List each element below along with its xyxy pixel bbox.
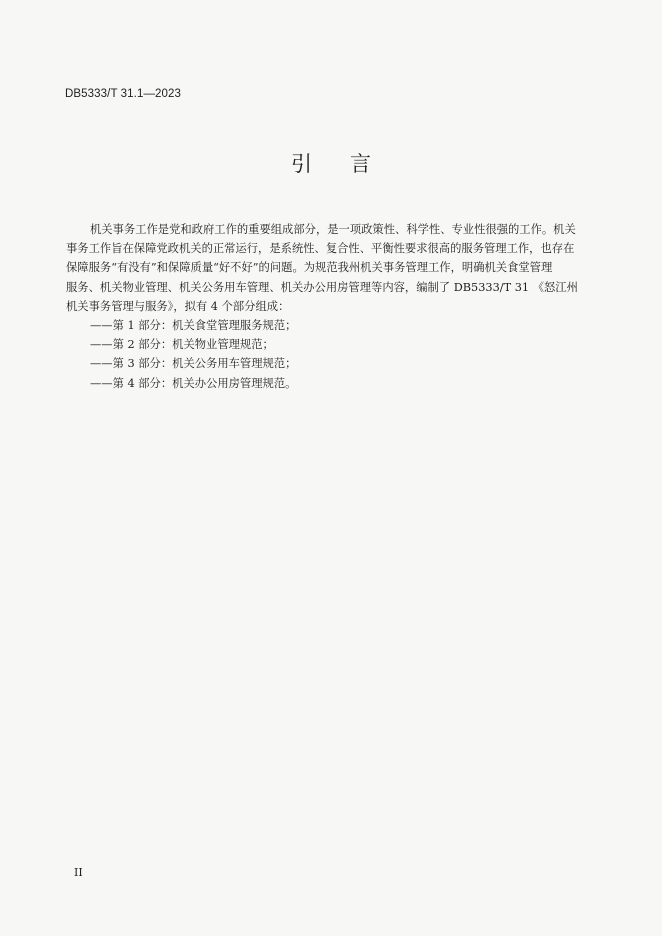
title-char-1: 引 — [291, 152, 312, 176]
document-code: DB5333/T 31.1—2023 — [65, 88, 182, 100]
intro-line: 保障服务“有没有”和保障质量“好不好”的问题。为规范我州机关事务管理工作，明确机关食堂管理 — [66, 261, 553, 275]
intro-line: 事务工作旨在保障党政机关的正常运行，是系统性、复合性、平衡性要求很高的服务管理工作，也存在 — [66, 242, 575, 256]
title-char-2: 言 — [350, 152, 371, 176]
list-item-part-2: ——第 2 部分：机关物业管理规范； — [90, 338, 274, 352]
list-item-part-1: ——第 1 部分：机关食堂管理服务规范； — [90, 319, 297, 333]
intro-paragraph — [66, 220, 600, 316]
intro-line: 服务、机关物业管理、机关公务用车管理、机关办公用房管理等内容，编制了 DB5333/T 31 《怒江州 — [66, 280, 578, 294]
page-number: II — [74, 866, 83, 879]
section-title — [0, 148, 662, 178]
introduction-body — [66, 220, 600, 393]
list-item-part-4: ——第 4 部分：机关办公用房管理规范。 — [90, 376, 297, 390]
parts-list — [90, 316, 600, 393]
list-item-part-3: ——第 3 部分：机关公务用车管理规范； — [90, 357, 297, 371]
intro-line: 机关事务工作是党和政府工作的重要组成部分，是一项政策性、科学性、专业性很强的工作。机关 — [90, 223, 576, 236]
intro-line: 机关事务管理与服务》，拟有 4 个部分组成： — [66, 299, 290, 313]
